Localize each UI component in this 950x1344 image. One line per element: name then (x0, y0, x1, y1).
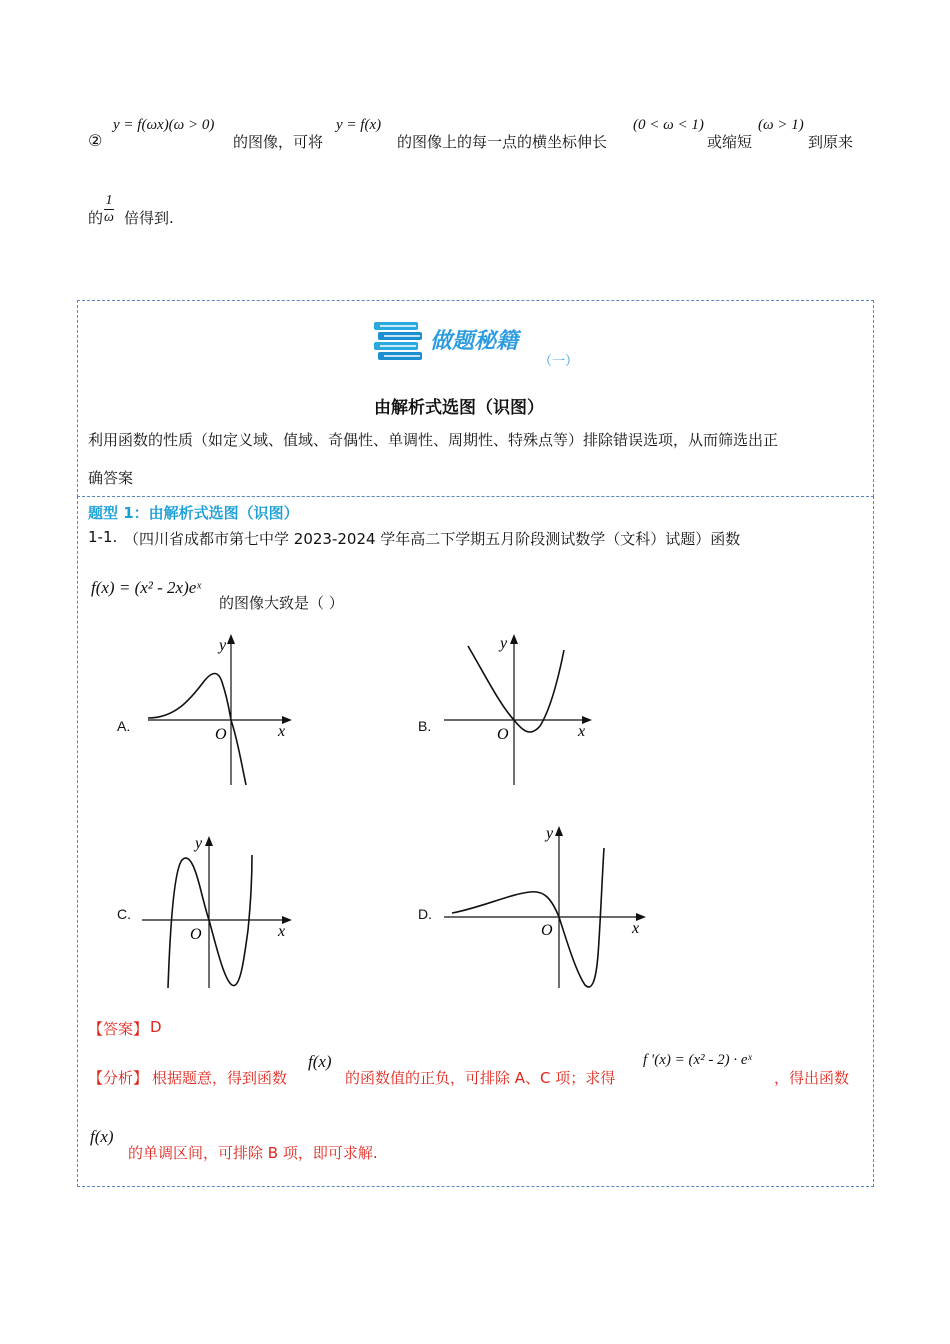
graph-option-c[interactable] (140, 830, 300, 995)
circled-number-2: ② (88, 131, 103, 150)
axis-label-y: y (546, 825, 554, 842)
fraction-one-over-omega (104, 193, 114, 226)
option-a-label[interactable]: A. (117, 718, 131, 734)
analysis-text-3: ，得出函数 (774, 1069, 850, 1087)
graph-option-d[interactable] (440, 820, 655, 992)
formula-y-f-x: y = f(x) (336, 117, 382, 133)
option-b-label[interactable]: B. (418, 718, 432, 734)
problem-number: 1-1. (88, 528, 118, 546)
axis-label-x: x (278, 923, 286, 940)
problem-question: 的图像大致是（ ） (219, 594, 344, 612)
tips-heading: 由解析式选图（识图） (374, 398, 544, 418)
tips-body-line1: 利用函数的性质（如定义域、值域、奇偶性、单调性、周期性、特殊点等）排除错误选项，从而筛选出正 (88, 431, 779, 449)
graph-option-a[interactable] (140, 630, 300, 790)
intro-text-2: 的图像上的每一点的横坐标伸长 (397, 133, 608, 151)
origin-label: O (497, 726, 509, 743)
formula-y-f-omega-x: y = f(ωx)(ω > 0) (113, 117, 215, 133)
function-formula: f(x) = (x² - 2x)eˣ (91, 578, 202, 597)
axis-label-y: y (219, 637, 227, 654)
analysis-tag: 【分析】 (88, 1069, 149, 1087)
frac-numerator: 1 (105, 193, 113, 208)
answer-value: D (150, 1018, 162, 1036)
intro-text-4: 到原来 (808, 133, 854, 151)
banner-subtitle: （一） (539, 354, 579, 369)
condition-omega-gt-1: (ω > 1) (758, 117, 804, 133)
axis-label-x: x (578, 723, 586, 740)
answer-tag: 【答案】 (88, 1020, 149, 1038)
analysis-text-4: 的单调区间，可排除 B 项，即可求解. (128, 1144, 378, 1162)
formula-fx: f(x) (308, 1052, 332, 1071)
intro-text-3: 或缩短 (707, 133, 753, 151)
analysis-text-1: 根据题意，得到函数 (152, 1069, 288, 1087)
option-d-label[interactable]: D. (418, 906, 432, 922)
tips-body-line2: 确答案 (88, 469, 134, 487)
formula-fx-2: f(x) (90, 1127, 114, 1146)
intro-line2-post: 倍得到. (124, 209, 174, 227)
option-c-label[interactable]: C. (117, 906, 131, 922)
frac-denominator: ω (104, 210, 114, 225)
problem-source: （四川省成都市第七中学 2023-2024 学年高二下学期五月阶段测试数学（文科）试题）函数 (124, 530, 741, 548)
intro-text-1: 的图像，可将 (233, 133, 324, 151)
axis-label-x: x (278, 723, 286, 740)
intro-line2-pre: 的 (88, 209, 104, 227)
formula-derivative: f ′(x) = (x² - 2) · eˣ (643, 1052, 752, 1068)
banner-title: 做题秘籍 (430, 328, 519, 354)
banner (372, 318, 424, 368)
axis-label-y: y (195, 835, 203, 852)
analysis-text-2: 的函数值的正负，可排除 A、C 项；求得 (345, 1069, 616, 1087)
axis-label-y: y (500, 635, 508, 652)
origin-label: O (190, 926, 202, 943)
problem-type-label: 题型 1：由解析式选图（识图） (88, 504, 299, 522)
books-icon (372, 318, 424, 364)
origin-label: O (215, 726, 227, 743)
origin-label: O (541, 922, 553, 939)
condition-omega-lt-1: (0 < ω < 1) (633, 117, 704, 133)
graph-option-b[interactable] (440, 630, 600, 790)
axis-label-x: x (632, 920, 640, 937)
